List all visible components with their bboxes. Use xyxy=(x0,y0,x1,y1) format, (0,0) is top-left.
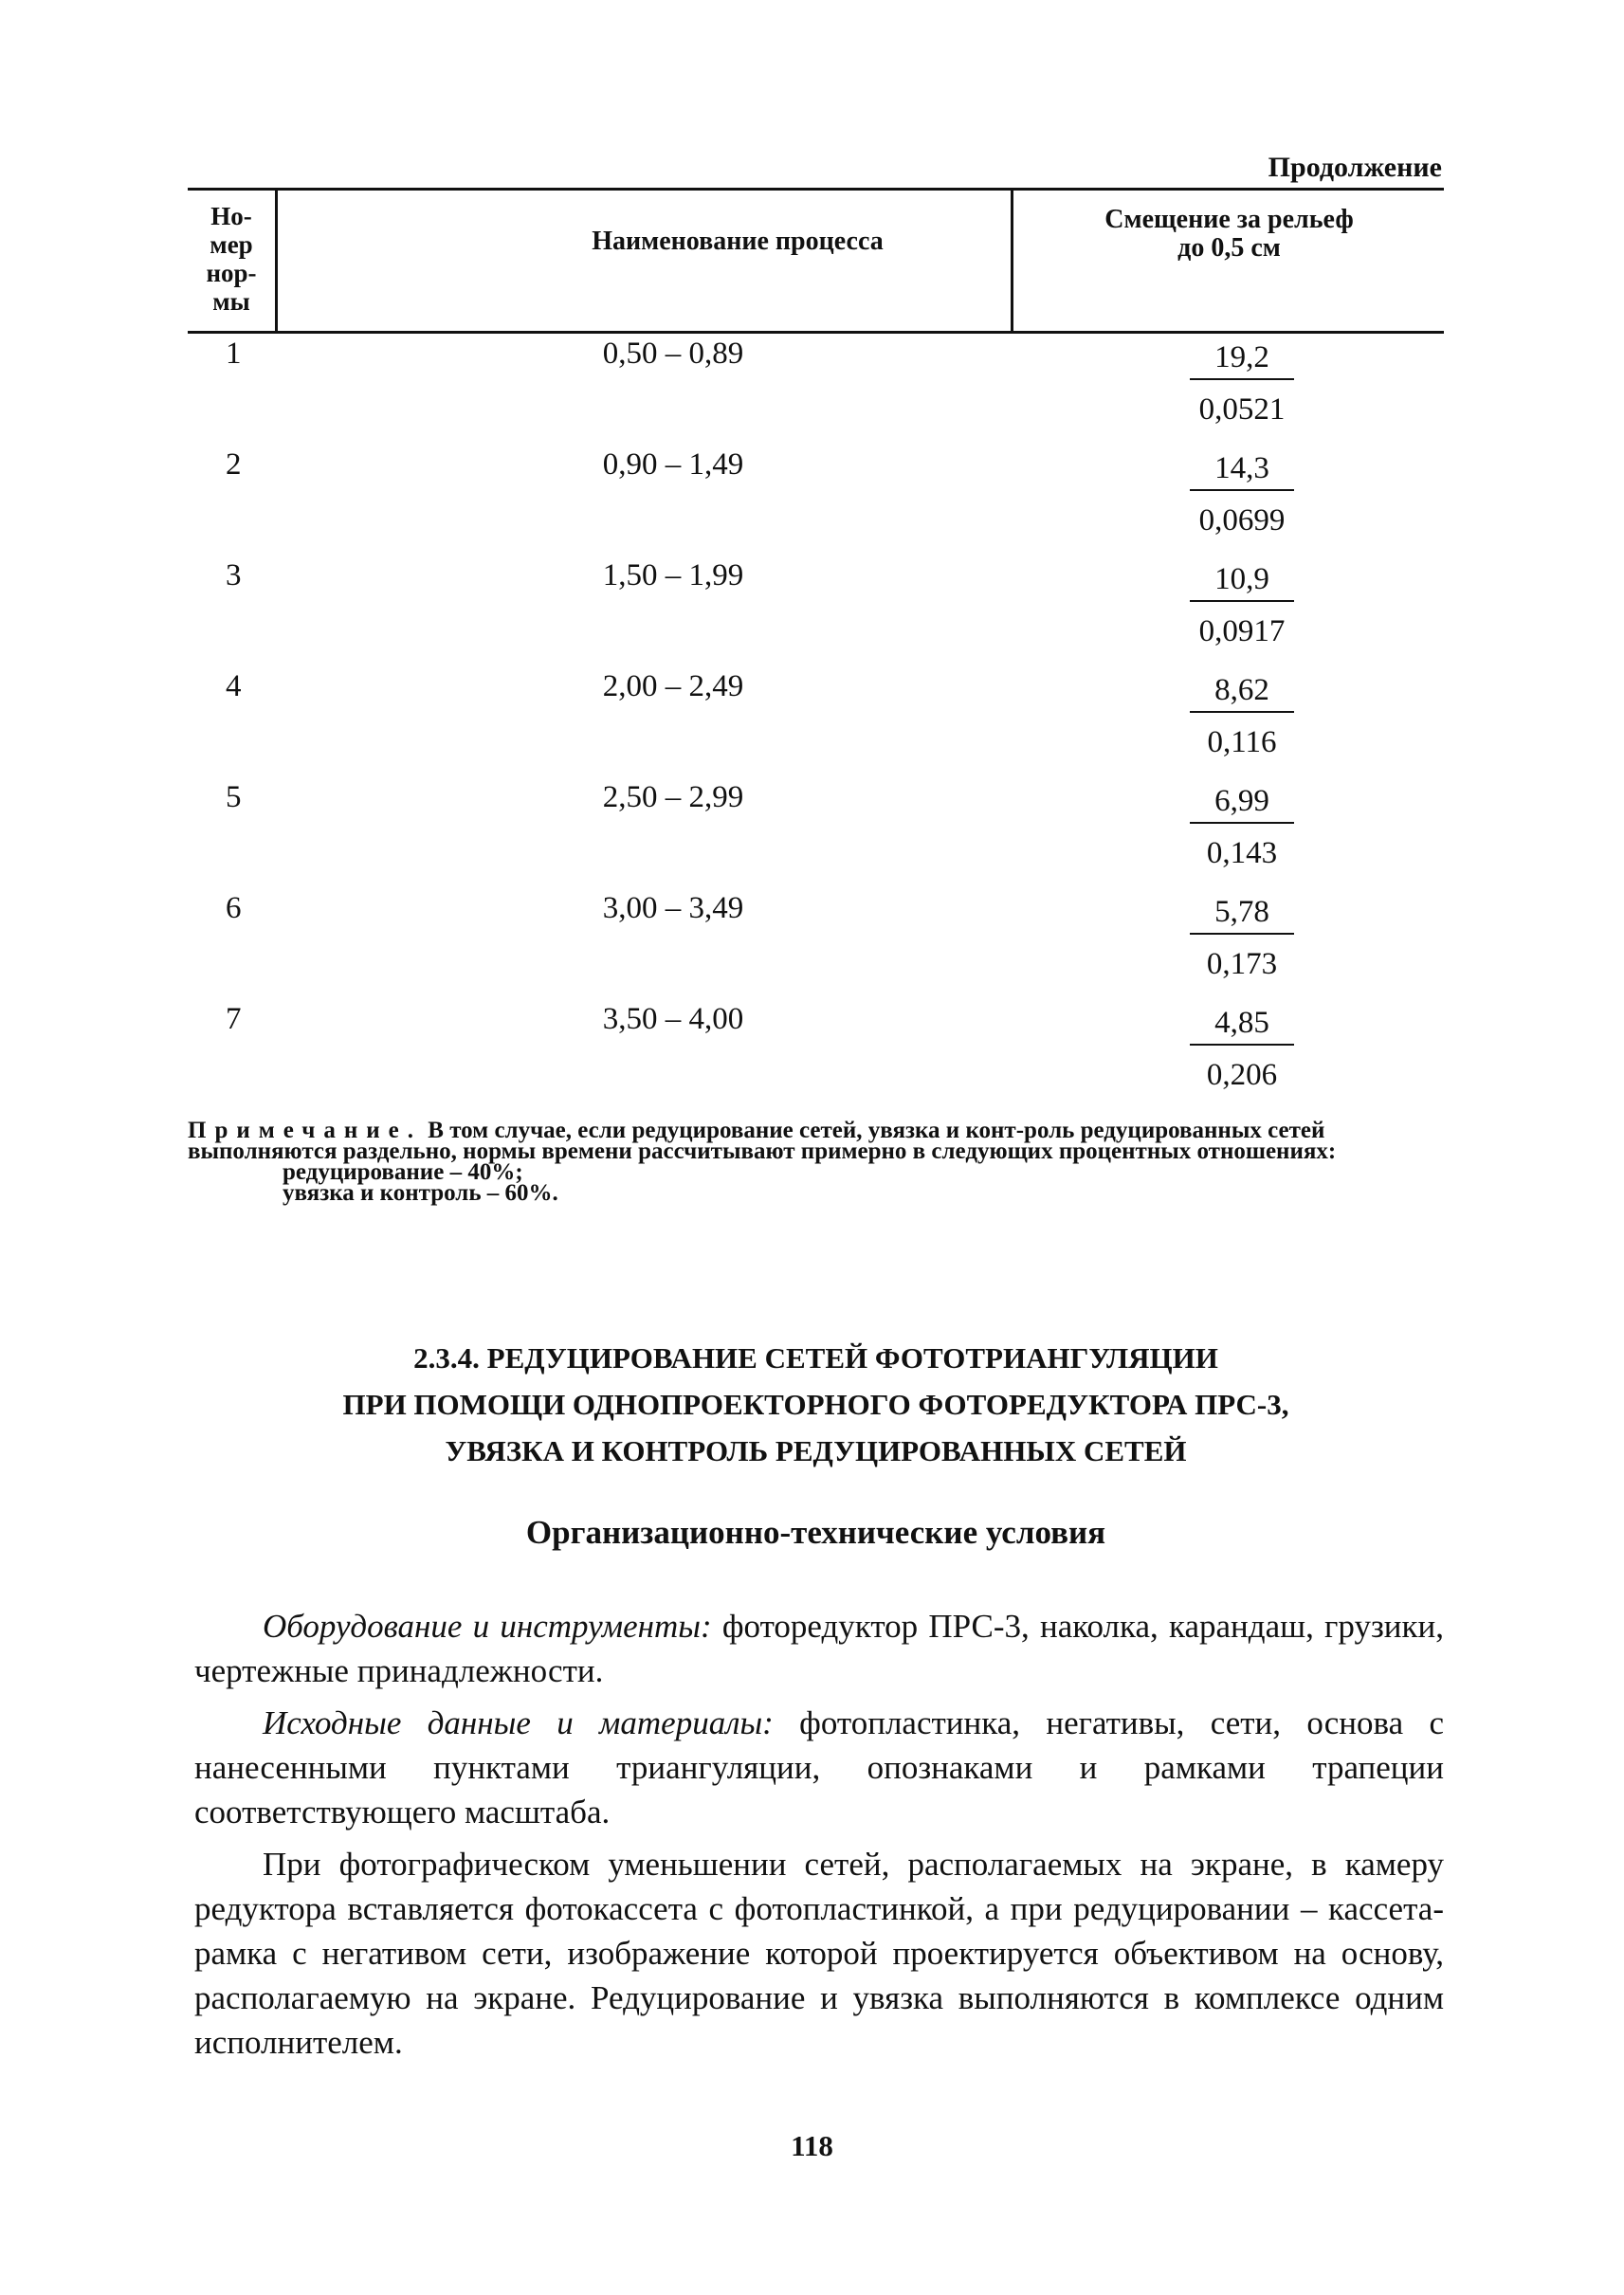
row-range: 0,90 – 1,49 xyxy=(602,447,744,482)
fraction-denominator: 0,0699 xyxy=(1198,503,1286,537)
fraction-denominator: 0,143 xyxy=(1206,836,1278,870)
row-range: 0,50 – 0,89 xyxy=(602,337,744,371)
header-divider xyxy=(1011,191,1013,331)
table-row xyxy=(0,447,1624,559)
row-fraction xyxy=(1176,669,1308,772)
row-number: 7 xyxy=(226,1002,242,1036)
row-fraction xyxy=(1176,780,1308,883)
row-fraction xyxy=(1176,558,1308,661)
row-number: 3 xyxy=(226,558,242,592)
row-fraction xyxy=(1176,891,1308,993)
subheading: Организационно-технические условия xyxy=(525,1514,1106,1551)
fraction-denominator: 0,173 xyxy=(1206,947,1278,981)
paragraph-text: фоторедуктор ПРС-3, наколка, карандаш, грузики, чертежные принадлежности. xyxy=(194,1608,1444,1689)
table-row xyxy=(0,558,1624,670)
row-fraction xyxy=(1176,337,1308,439)
fraction-numerator: 5,78 xyxy=(1214,895,1269,929)
row-range: 2,50 – 2,99 xyxy=(602,780,744,814)
note-body xyxy=(188,1120,1444,1162)
paragraph-materials xyxy=(194,1701,1444,1834)
table-row xyxy=(0,891,1624,1003)
header-number-text: Но- мер нор- мы xyxy=(206,202,257,316)
page-number: 118 xyxy=(791,2129,833,2162)
fraction-denominator: 0,206 xyxy=(1206,1058,1278,1092)
row-fraction xyxy=(1176,1002,1308,1104)
header-process: Наименование процесса xyxy=(592,227,884,256)
header-number xyxy=(188,202,275,316)
paragraph-label: Исходные данные и материалы: xyxy=(263,1704,774,1741)
note-text: В том случае, если редуцирование сетей, увязка и конт-роль редуцированных сетей выполняются раздельно, нормы времени рассчитывают примерно в следующих процентных отношениях: xyxy=(188,1118,1337,1164)
section-heading-line: ПРИ ПОМОЩИ ОДНОПРОЕКТОРНОГО ФОТОРЕДУКТОРА ПРС-3, xyxy=(342,1388,1289,1421)
fraction-numerator: 10,9 xyxy=(1214,562,1269,596)
fraction-denominator: 0,0917 xyxy=(1198,614,1286,648)
note-line-linking: увязка и контроль – 60%. xyxy=(283,1180,558,1206)
row-number: 5 xyxy=(226,780,242,814)
body-text xyxy=(194,1604,1444,2072)
header-displacement-text: Смещение за рельеф до 0,5 см xyxy=(1104,205,1354,263)
fraction-numerator: 4,85 xyxy=(1214,1006,1269,1040)
table-header xyxy=(188,188,1444,334)
note-label: Примечание. xyxy=(188,1118,423,1143)
table-row xyxy=(0,1002,1624,1114)
row-number: 6 xyxy=(226,891,242,925)
fraction-numerator: 14,3 xyxy=(1214,451,1269,485)
row-number: 2 xyxy=(226,447,242,482)
paragraph-text: фотопластинка, негативы, сети, основа с нанесенными пунктами триангуляции, опознаками и рамками трапеции соответствующего масштаба. xyxy=(194,1704,1444,1831)
section-heading-line: 2.3.4. РЕДУЦИРОВАНИЕ СЕТЕЙ ФОТОТРИАНГУЛЯЦИИ xyxy=(413,1341,1218,1375)
fraction-denominator: 0,116 xyxy=(1207,725,1277,759)
fraction-numerator: 6,99 xyxy=(1214,784,1269,818)
row-range: 1,50 – 1,99 xyxy=(602,558,744,592)
row-range: 2,00 – 2,49 xyxy=(602,669,744,703)
header-divider xyxy=(275,191,278,331)
row-fraction xyxy=(1176,447,1308,550)
continuation-label: Продолжение xyxy=(1268,152,1442,183)
fraction-numerator: 8,62 xyxy=(1214,673,1269,707)
table-row xyxy=(0,337,1624,448)
row-range: 3,00 – 3,49 xyxy=(602,891,744,925)
paragraph-equipment xyxy=(194,1604,1444,1693)
section-heading-line: УВЯЗКА И КОНТРОЛЬ РЕДУЦИРОВАННЫХ СЕТЕЙ xyxy=(445,1434,1187,1467)
note-line-reduction: редуцирование – 40%; xyxy=(283,1159,523,1185)
row-range: 3,50 – 4,00 xyxy=(602,1002,744,1036)
paragraph-label: Оборудование и инструменты: xyxy=(263,1608,712,1645)
paragraph-procedure: При фотографическом уменьшении сетей, располагаемых на экране, в камеру редуктора вставляется фотокассета с фотопластинкой, а при редуцировании – кассета-рамка с негативом сети, изображение которой проектируется объективом на основу, располагаемую на экране. Редуцирование и увязка выполняются в комплексе одним исполнителем. xyxy=(194,1846,1444,2061)
fraction-numerator: 19,2 xyxy=(1214,340,1269,374)
row-number: 4 xyxy=(226,669,242,703)
table-row xyxy=(0,669,1624,781)
table-row xyxy=(0,780,1624,892)
header-displacement xyxy=(1014,206,1444,263)
row-number: 1 xyxy=(226,337,242,371)
fraction-denominator: 0,0521 xyxy=(1198,392,1286,427)
section-heading xyxy=(188,1335,1444,1474)
table-note xyxy=(188,1120,1444,1204)
